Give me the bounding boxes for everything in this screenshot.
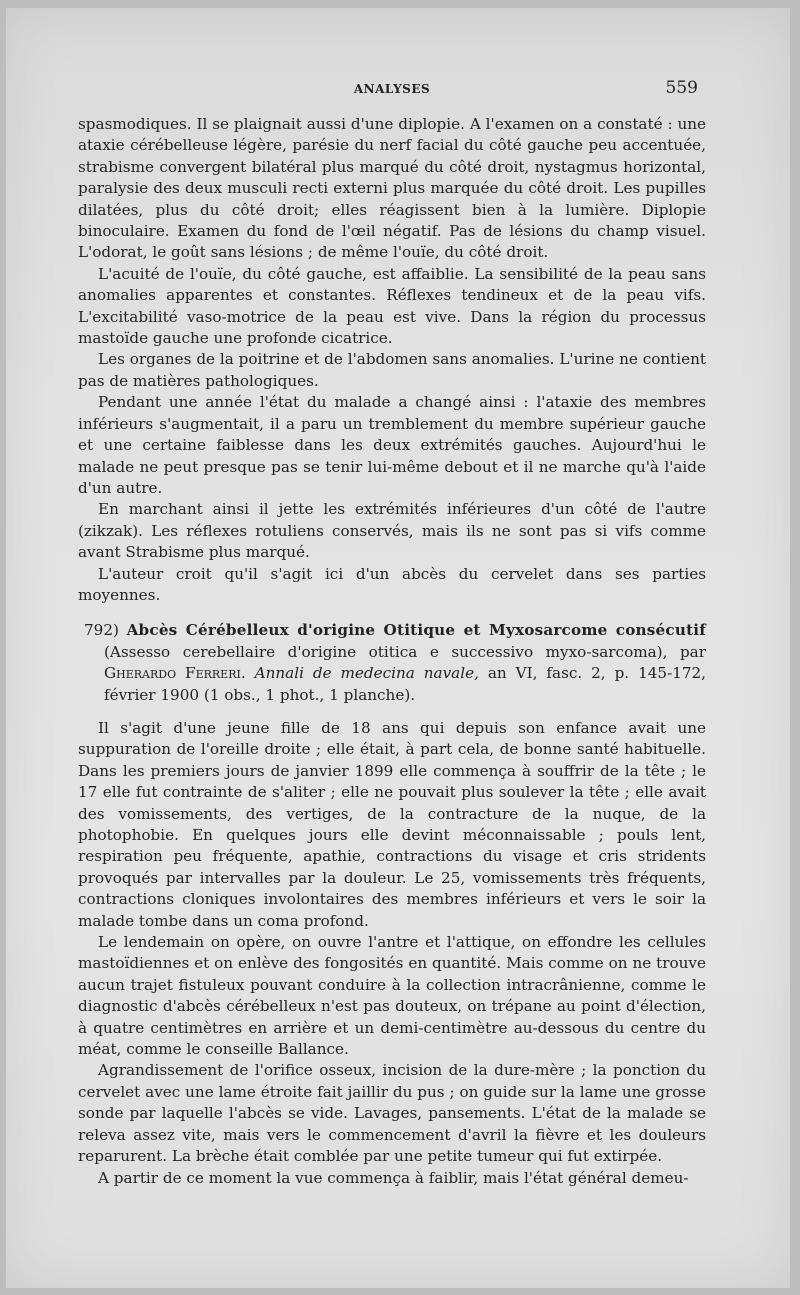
entry-journal: Annali de medecina navale, bbox=[254, 664, 479, 683]
entry-author: Gherardo Ferreri. bbox=[104, 664, 246, 683]
paragraph: En marchant ainsi il jette les extrémités inférieures d'un côté de l'autre (zikzak). Les réflexes rotuliens conservés, mais ils ne sont pas si vifs comme avant Strabisme plus marqué. bbox=[78, 500, 706, 562]
page-body bbox=[78, 78, 706, 1189]
entry-number: 792) bbox=[84, 621, 119, 640]
paragraph: Pendant une année l'état du malade a changé ainsi : l'ataxie des membres inférieurs s'augmentait, il a paru un tremblement du membre supérieur gauche et une certaine faiblesse dans les deux extrémités gauches. Aujourd'hui le malade ne peut presque pas se tenir lui-même debout et il ne marche qu'à l'aide d'un autre. bbox=[78, 393, 706, 497]
page-number: 559 bbox=[665, 78, 698, 98]
paragraph: Le lendemain on opère, on ouvre l'antre et l'attique, on effondre les cellules mastoïdiennes et on enlève des fongosités en quantité. Mais comme on ne trouve aucun trajet fistuleux pouvant conduire à la collection intracrânienne, comme le diagnostic d'abcès cérébelleux n'est pas douteux, on trépane au point d'élection, à quatre centimètres en arrière et un demi-centimètre au-dessous du centre du méat, comme le conseille Ballance. bbox=[78, 933, 706, 1059]
paragraph: Agrandissement de l'orifice osseux, incision de la dure-mère ; la ponction du cervelet avec une lame étroite fait jaillir du pus ; on guide sur la lame une grosse sonde par laquelle l'abcès se vide. Lavages, pansements. L'état de la malade se releva assez vite, mais vers le commencement d'avril la fièvre et les douleurs reparurent. La brèche était comblée par une petite tumeur qui fut extirpée. bbox=[78, 1061, 706, 1166]
paragraph: spasmodiques. Il se plaignait aussi d'une diplopie. A l'examen on a constaté : une ataxie cérébelleuse légère, parésie du nerf facial du côté gauche peu accentuée, strabisme convergent bilatéral plus marqué du côté droit, nystagmus horizontal, paralysie des deux musculi recti externi plus marquée du côté droit. Les pupilles dilatées, plus du côté droit; elles réagissent bien à la lumière. Diplopie binoculaire. Examen du fond de l'œil négatif. Pas de lésions du champ visuel. L'odorat, le goût sans lésions ; de même l'ouïe, du côté droit. bbox=[78, 115, 706, 262]
paragraph: L'auteur croit qu'il s'agit ici d'un abcès du cervelet dans ses parties moyennes. bbox=[78, 564, 706, 604]
paragraph: Les organes de la poitrine et de l'abdomen sans anomalies. L'urine ne contient pas de matières pathologiques. bbox=[78, 350, 706, 390]
running-title: ANALYSES bbox=[353, 82, 431, 96]
entry-subtitle: (Assesso cerebellaire d'origine otitica e successivo myxo-sarcoma), par bbox=[104, 642, 706, 661]
running-head bbox=[78, 78, 706, 98]
abstract-entry-heading bbox=[84, 620, 706, 706]
paragraph: A partir de ce moment la vue commença à faiblir, mais l'état général demeu- bbox=[98, 1168, 689, 1187]
paragraph: Il s'agit d'une jeune fille de 18 ans qui depuis son enfance avait une suppuration de l'oreille droite ; elle était, à part cela, de bonne santé habituelle. Dans les premiers jours de janvier 1899 elle commença à souffrir de la tête ; le 17 elle fut contrainte de s'aliter ; elle ne pouvait plus soulever la tête ; elle avait des vomissements, des vertiges, de la contracture de la nuque, de la photophobie. En quelques jours elle devint méconnaissable ; pouls lent, respiration peu fréquente, apathie, contractions du visage et cris stridents provoqués par intervalles par la douleur. Le 25, vomissements très fréquents, contractions cloniques involontaires des membres inférieurs et vers le soir la malade tombe dans un coma profond. bbox=[78, 718, 706, 930]
entry-citation: an VI, fasc. 2, p. 145-172, février 1900 (1 obs., 1 phot., 1 planche). bbox=[104, 664, 707, 704]
book-page bbox=[6, 8, 790, 1288]
entry-title: Abcès Cérébelleux d'origine Otitique et Myxosarcome consécutif bbox=[126, 621, 706, 640]
paragraph: L'acuité de l'ouïe, du côté gauche, est affaiblie. La sensibilité de la peau sans anomalies apparentes et constantes. Réflexes tendineux et de la peau vifs. L'excitabilité vaso-motrice de la peau est vive. Dans la région du processus mastoïde gauche une profonde cicatrice. bbox=[78, 264, 706, 348]
